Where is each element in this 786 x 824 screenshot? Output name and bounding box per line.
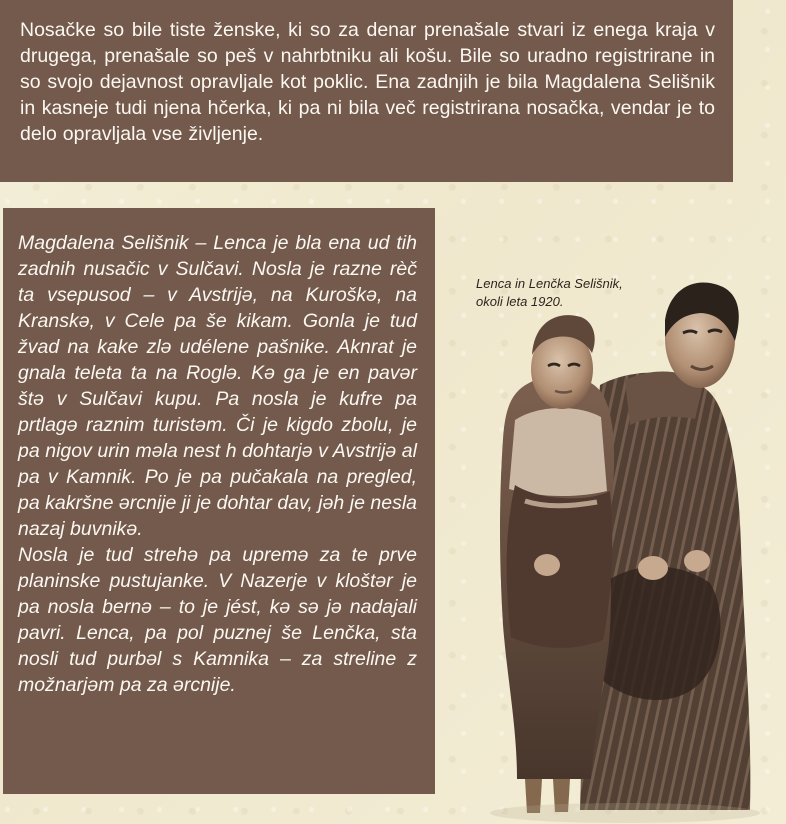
photo-caption-line-2: okoli leta 1920. [476,294,564,309]
historic-photograph [465,265,755,824]
quote-paragraph-1: Magdalena Selišnik – Lenca je bla ena ud tih zadnih nusačic v Sulčavi. Nosla je razne rèč ta vsepusod – v Avstrijə, na Kuroškə, na Kranskə, v Cele pa še kikam. Gonla je tud žvad na kake zlə udélene pašnike. Aknrat je gnala teleta ta na Roglə. Kə ga je en pavər štə v Sulčavi kupu. Pa nosla je kufre pa prtlagə raznim turistəm. Či je kigdo zbolu, je pa nigov urin məla nest h dohtarjə v Avstrijə al pa v Kamnik. Po je pa pučakala na pregled, pa kakršne ərcnije ji je dohtar dav, jəh je nesla nazaj buvnikə. [18,232,417,540]
intro-text: Nosačke so bile tiste ženske, ki so za denar prenašale stvari iz enega kraja v drugega, prenašale so peš v nahrbtniku ali košu. Bile so uradno registrirane in so svojo dejavnost opravljale kot poklic. Ena zadnjih je bila Magdalena Selišnik in kasneje tudi njena hčerka, ki pa ni bila več registrirana nosačka, vendar je to delo opravljala vse življenje. [20,19,715,145]
quote-paragraph-2: Nosla je tud strehə pa upremə za te prve planinske pustujanke. V Nazerje v kloštər je pa nosla bernə – to je jést, kə sə jə nadajali pavri. Lenca, pa pol puznej še Lenčka, sta nosli tud purbəl s Kamnika – za streline z možnarjəm pa za ərcnije. [18,544,417,696]
photo-caption-line-1: Lenca in Lenčka Selišnik, [476,276,623,291]
quote-panel [3,208,435,794]
intro-panel [0,0,733,182]
